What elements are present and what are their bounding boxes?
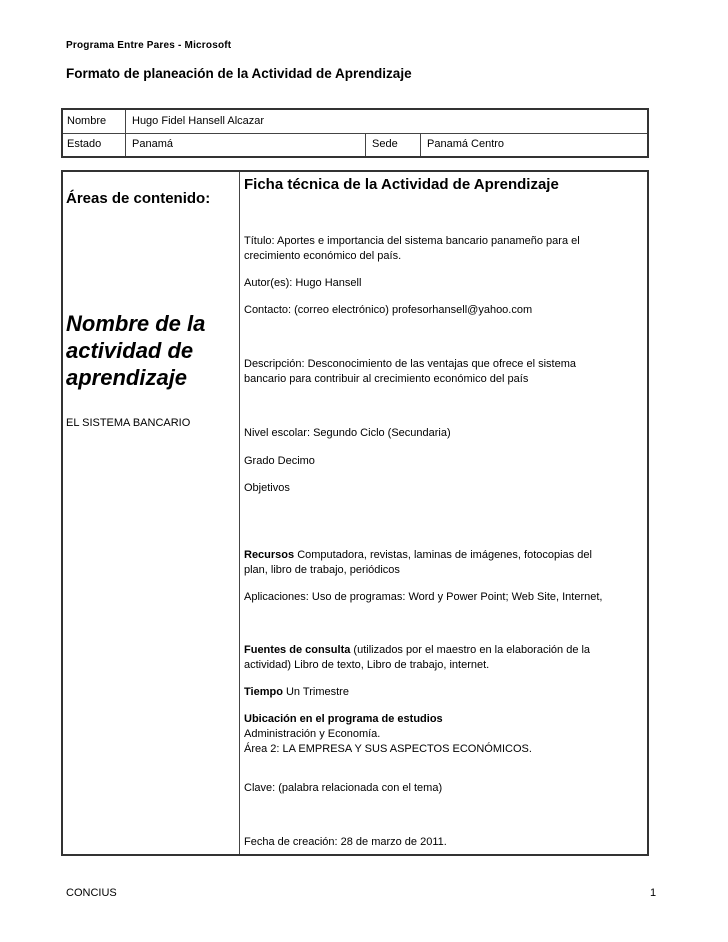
nivel-field: Nivel escolar: Segundo Ciclo (Secundaria) bbox=[244, 427, 451, 439]
activity-name-line: actividad de bbox=[66, 338, 194, 363]
footer-label: CONCIUS bbox=[66, 887, 117, 899]
titulo-field bbox=[244, 234, 639, 264]
clave-field: Clave: (palabra relacionada con el tema) bbox=[244, 782, 443, 794]
contacto-field: Contacto: (correo electrónico) profesorhansell@yahoo.com bbox=[244, 304, 533, 316]
estado-value: Panamá bbox=[132, 138, 173, 150]
descripcion-field bbox=[244, 357, 639, 387]
descripcion-line: Descripción: Desconocimiento de las ventajas que ofrece el sistema bbox=[244, 358, 576, 370]
recursos-field bbox=[244, 548, 639, 578]
fuentes-field bbox=[244, 643, 639, 673]
activity-sheet bbox=[61, 170, 649, 856]
sede-value: Panamá Centro bbox=[427, 138, 505, 150]
nombre-value: Hugo Fidel Hansell Alcazar bbox=[132, 115, 265, 127]
fuentes-text: actividad) Libro de texto, Libro de trabajo, internet. bbox=[244, 659, 490, 671]
ubicacion-label: Ubicación en el programa de estudios bbox=[244, 713, 443, 725]
areas-heading: Áreas de contenido: bbox=[66, 190, 211, 207]
estado-label: Estado bbox=[67, 138, 102, 150]
sede-label: Sede bbox=[372, 138, 398, 150]
aplicaciones-field: Aplicaciones: Uso de programas: Word y Power Point; Web Site, Internet, bbox=[244, 591, 603, 603]
ubicacion-line: Área 2: LA EMPRESA Y SUS ASPECTOS ECONÓMICOS. bbox=[244, 743, 532, 755]
activity-name-line: aprendizaje bbox=[66, 365, 188, 390]
document-title: Formato de planeación de la Actividad de Aprendizaje bbox=[66, 66, 412, 81]
tiempo-field bbox=[244, 685, 639, 700]
tiempo-label: Tiempo bbox=[244, 686, 283, 698]
info-row-nombre bbox=[63, 110, 647, 134]
activity-name-line: Nombre de la bbox=[66, 311, 206, 336]
titulo-line: crecimiento económico del país. bbox=[244, 250, 402, 262]
grado-field: Grado Decimo bbox=[244, 455, 315, 467]
info-table bbox=[61, 108, 649, 158]
recursos-label: Recursos bbox=[244, 549, 295, 561]
nombre-label: Nombre bbox=[67, 115, 107, 127]
descripcion-line: bancario para contribuir al crecimiento económico del país bbox=[244, 373, 529, 385]
objetivos-field: Objetivos bbox=[244, 482, 290, 494]
titulo-line: Título: Aportes e importancia del sistema bancario panameño para el bbox=[244, 235, 580, 247]
activity-topic: EL SISTEMA BANCARIO bbox=[66, 417, 191, 429]
tiempo-text: Un Trimestre bbox=[282, 686, 349, 698]
activity-name-heading bbox=[66, 310, 205, 391]
recursos-text: Computadora, revistas, laminas de imágenes, fotocopias del bbox=[294, 549, 592, 561]
program-label: Programa Entre Pares - Microsoft bbox=[66, 40, 232, 51]
fuentes-text: (utilizados por el maestro en la elaboración de la bbox=[350, 644, 591, 656]
ficha-heading: Ficha técnica de la Actividad de Aprendizaje bbox=[244, 176, 559, 193]
page-number: 1 bbox=[650, 887, 657, 899]
autor-field: Autor(es): Hugo Hansell bbox=[244, 277, 362, 289]
fuentes-label: Fuentes de consulta bbox=[244, 644, 351, 656]
ubicacion-line: Administración y Economía. bbox=[244, 728, 381, 740]
fecha-field: Fecha de creación: 28 de marzo de 2011. bbox=[244, 836, 447, 848]
info-row-estado bbox=[63, 133, 647, 156]
recursos-text: plan, libro de trabajo, periódicos bbox=[244, 564, 400, 576]
column-divider bbox=[239, 172, 240, 854]
ubicacion-field bbox=[244, 712, 639, 757]
